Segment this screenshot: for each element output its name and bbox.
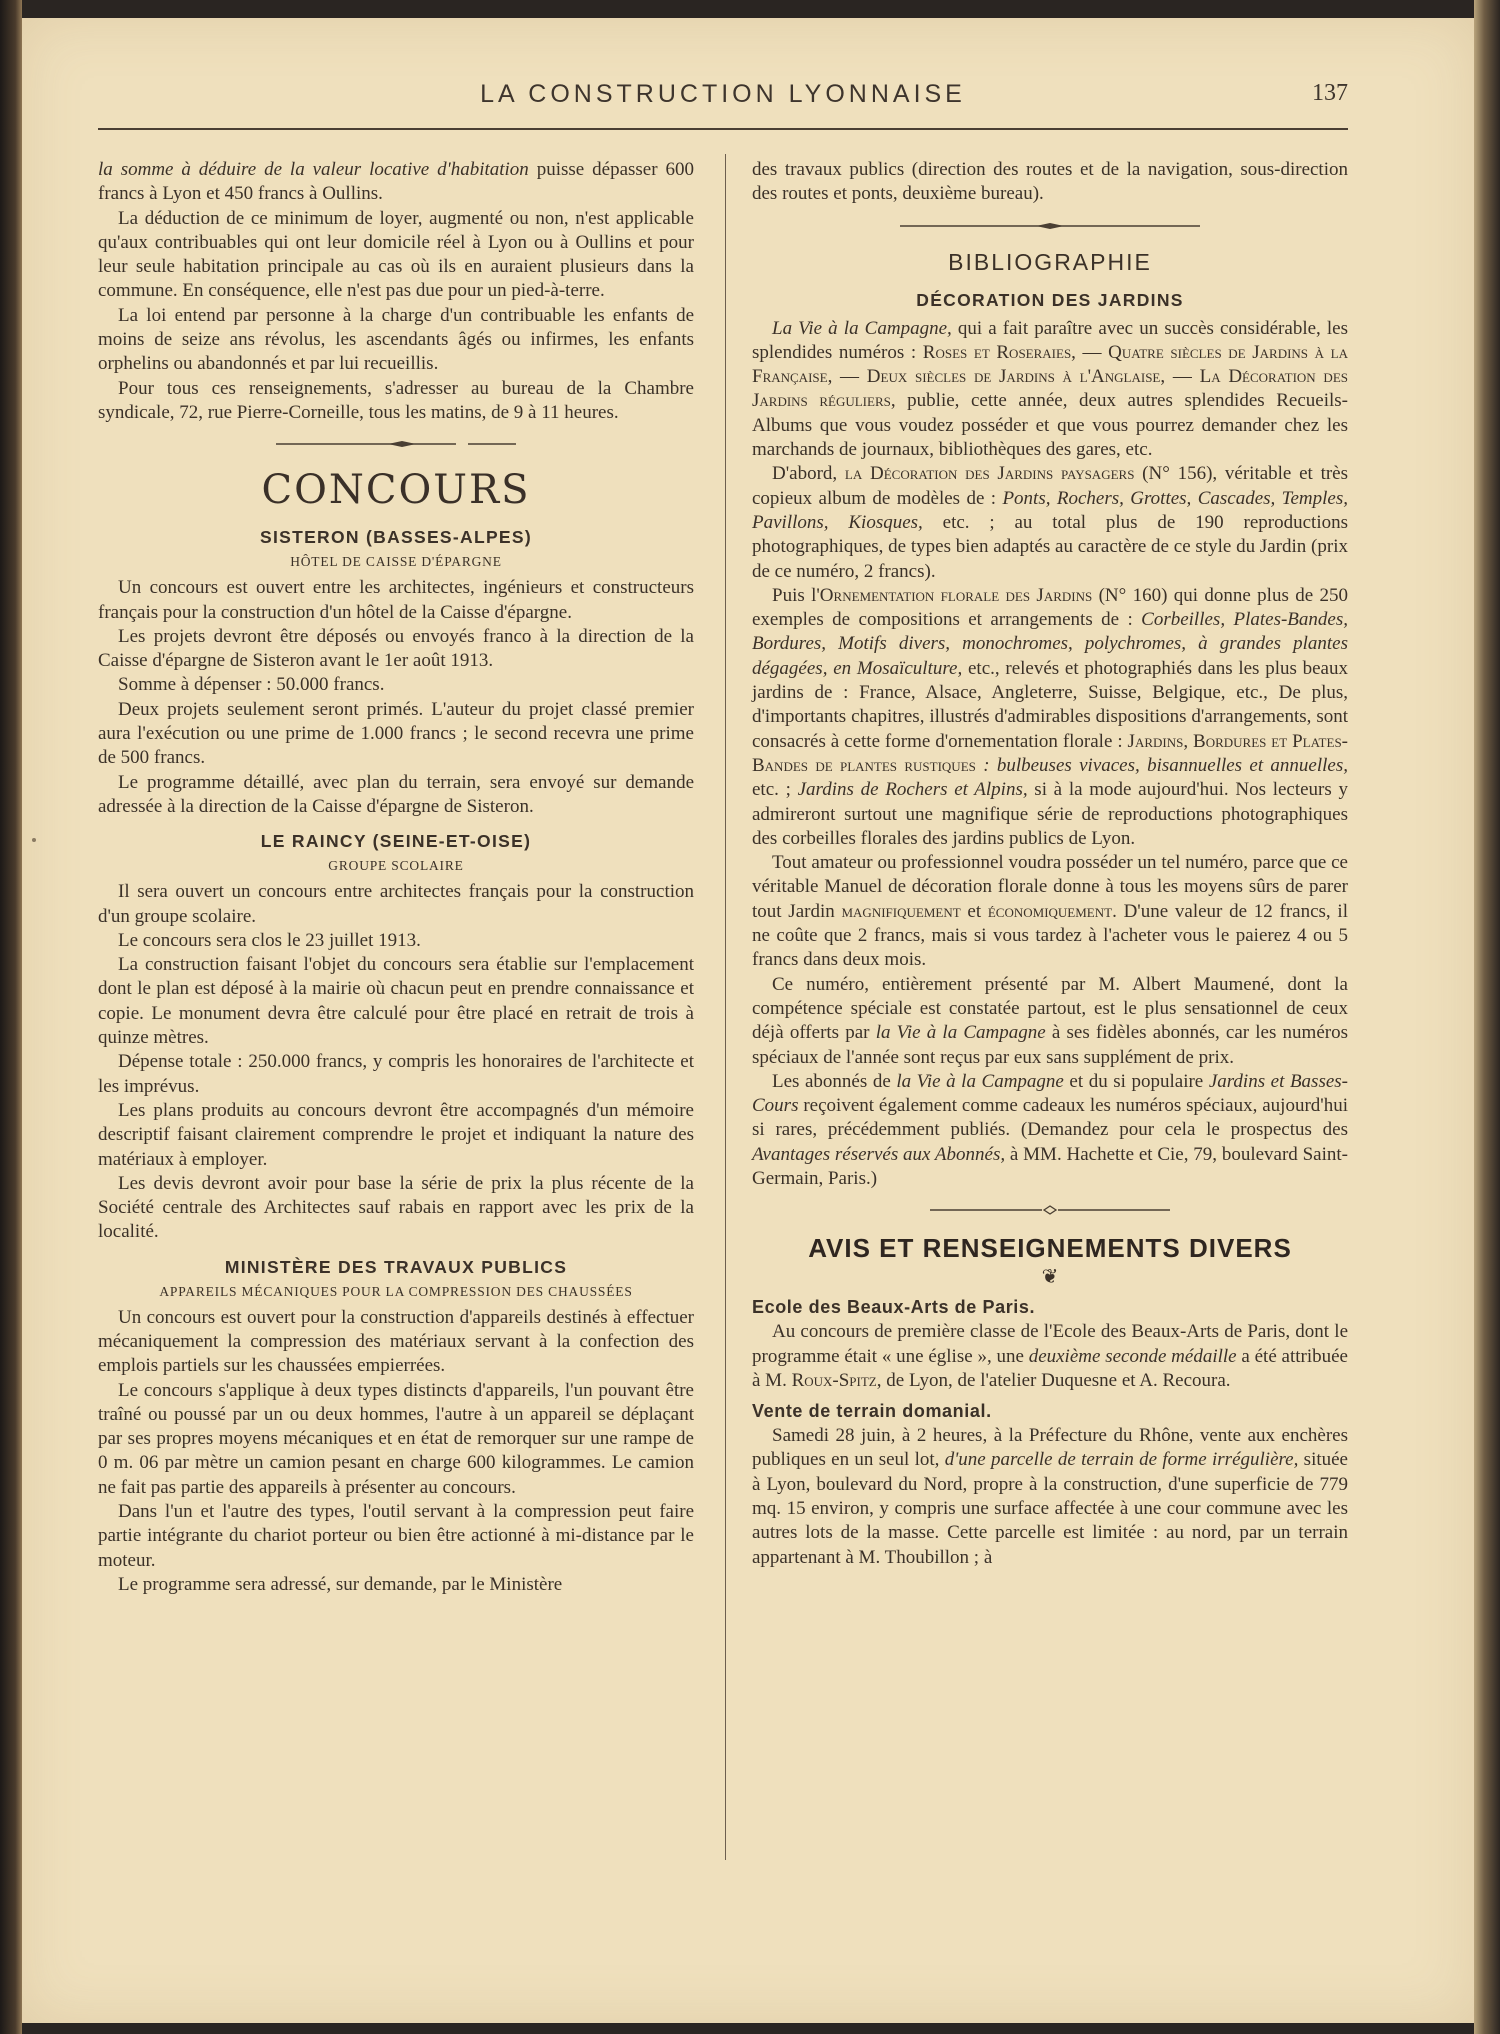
small-caps-text: magnifiquement bbox=[841, 900, 961, 922]
subsection-heading: SISTERON (BASSES-ALPES) bbox=[259, 527, 532, 548]
text: etc., relevés et photographiés dans les plus beaux jardins de : France, Alsace, Angleterre, Suisse, Belgique, etc., De plus, d'importants chapitres, illustrés d'admirables dispositions d'arrangements, sont consacrés à cette forme d'ornementation florale : bbox=[752, 657, 1348, 752]
ornament-rule bbox=[276, 437, 516, 451]
small-caps-text: Roux-Spitz, bbox=[791, 1369, 882, 1391]
italic-text: deuxième seconde médaille bbox=[1028, 1345, 1237, 1367]
text: reçoivent également comme cadeaux les numéros spéciaux, aujourd'hui si rares, précédemment publiés. (Demandez pour cela le prospectus des bbox=[752, 1095, 1348, 1141]
paragraph: Les plans produits au concours devront être accompagnés d'un mémoire descriptif faisant clairement comprendre le projet et indiquant la nature des matériaux à employer. bbox=[98, 1099, 694, 1170]
paragraph bbox=[752, 462, 1348, 583]
subsection-subheading: HÔTEL DE CAISSE D'ÉPARGNE bbox=[290, 554, 502, 570]
section-title-avis: AVIS ET RENSEIGNEMENTS DIVERS bbox=[808, 1233, 1292, 1264]
paragraph bbox=[752, 1320, 1348, 1393]
paragraph: Les projets devront être déposés ou envoyés franco à la direction de la Caisse d'épargne de Sisteron avant le 1er août 1913. bbox=[98, 625, 694, 672]
text: (N° 160) qui donne plus de 250 exemples de compositions et arrangements de : bbox=[752, 584, 1348, 631]
left-column bbox=[98, 158, 694, 1597]
running-title: LA CONSTRUCTION LYONNAISE bbox=[480, 80, 966, 108]
italic-text: Corbeilles, Plates-Bandes, Bordures, Motifs divers, monochromes, polychromes, à grandes plantes dégagées, en Mosaïculture, bbox=[752, 609, 1348, 679]
italic-text: Avantages réservés aux Abonnés, bbox=[752, 1143, 1006, 1165]
text: etc. ; au total plus de 190 reproductions photographiques, de types bien adaptés au caractère de ce style du Jardin (prix de ce numéro, 2 francs). bbox=[752, 511, 1348, 582]
right-column bbox=[752, 158, 1348, 1570]
subsection-subheading: GROUPE SCOLAIRE bbox=[328, 858, 464, 874]
text: située à Lyon, boulevard du Nord, propre à la construction, d'une superficie de 779 mq. 15 environ, y compris une surface affectée à une cour commune avec les autres lots de la masse. Cette parcelle est limitée : au nord, par un terrain appartenant à M. Thoubillon ; à bbox=[752, 1449, 1348, 1568]
page-header bbox=[98, 78, 1348, 118]
text: publie, cette année, deux autres splendides Recueils-Albums que vous voudez posséder et que vous pourrez demander chez les marchands de journaux, bibliothèques des gares, etc. bbox=[752, 390, 1348, 461]
paragraph bbox=[752, 584, 1348, 851]
page-speck bbox=[32, 838, 36, 842]
italic-text: Ponts, Rochers, Grottes, Cascades, Temples, Pavillons, Kiosques, bbox=[752, 487, 1348, 533]
paragraph: Pour tous ces renseignements, s'adresser au bureau de la Chambre syndicale, 72, rue Pierre-Corneille, tous les matins, de 9 à 11 heures. bbox=[98, 377, 694, 423]
article-heading: Ecole des Beaux-Arts de Paris. bbox=[752, 1297, 1036, 1318]
ornament-rule bbox=[900, 219, 1200, 233]
text: Tout amateur ou professionnel voudra posséder un tel numéro, parce que ce véritable Manuel de décoration florale donne à tous les moyens sûrs de parer tout Jardin bbox=[752, 852, 1348, 922]
paragraph bbox=[752, 317, 1348, 463]
paragraph: Deux projets seulement seront primés. L'auteur du projet classé premier aura l'exécution ou une prime de 1.000 francs ; le second recevra une prime de 500 francs. bbox=[98, 698, 694, 769]
text: Ce numéro, entièrement présenté par M. Albert Maumené, dont la compétence spéciale est constatée partout, est le plus sensationnel de ceux déjà offerts par bbox=[752, 973, 1348, 1044]
paragraph: La déduction de ce minimum de loyer, augmenté ou non, n'est applicable qu'aux contribuables qui ont leur domicile réel à Lyon ou à Oullins et pour leur seule habitation principale au cas où ils en auraient plusieurs dans la commune. En conséquence, elle n'est pas due pour un pied-à-terre. bbox=[98, 207, 694, 302]
text: de Lyon, de l'atelier Duquesne et A. Recoura. bbox=[881, 1369, 1231, 1391]
paragraph bbox=[752, 851, 1348, 972]
text: et du si populaire bbox=[1063, 1070, 1209, 1092]
text: puisse dépasser 600 francs à Lyon et 450 francs à Oullins. bbox=[98, 159, 694, 205]
small-caps-text: Jardins, Bordures et Plates-Bandes de plantes rustiques bbox=[752, 730, 1349, 776]
text: Samedi 28 juin, à 2 heures, à la Préfecture du Rhône, vente aux enchères publiques en un seul lot, bbox=[752, 1425, 1348, 1471]
paragraph bbox=[752, 1070, 1348, 1191]
text: à ses fidèles abonnés, car les numéros spéciaux de l'année sont reçus par eux sans supplément de prix. bbox=[752, 1022, 1348, 1068]
text: D'une valeur de 12 francs, il ne coûte que 2 francs, mais si vous tardez à l'acheter vous le paierez 4 ou 5 francs dans deux mois. bbox=[752, 900, 1348, 971]
paragraph: Dépense totale : 250.000 francs, y compris les honoraires de l'architecte et les imprévus. bbox=[98, 1051, 694, 1097]
paragraph: Le concours sera clos le 23 juillet 1913. bbox=[118, 929, 421, 951]
text: si à la mode aujourd'hui. Nos lecteurs y admireront surtout une magnifique série de reproductions photographiques des corbeilles florales des jardins publics de Lyon. bbox=[752, 779, 1348, 849]
subsection-heading: DÉCORATION DES JARDINS bbox=[916, 289, 1184, 310]
text: Puis l' bbox=[772, 584, 820, 606]
paragraph: Les devis devront avoir pour base la série de prix la plus récente de la Société centrale des Architectes sauf rabais en rapport avec les prix de la localité. bbox=[98, 1172, 694, 1243]
paragraph: Le programme sera adressé, sur demande, par le Ministère bbox=[118, 1573, 563, 1595]
page-number: 137 bbox=[1312, 80, 1348, 106]
italic-text: Jardins et Basses-Cours bbox=[752, 1070, 1348, 1117]
paragraph: Somme à dépenser : 50.000 francs. bbox=[118, 674, 385, 696]
italic-text: Jardins de Rochers et Alpins, bbox=[797, 779, 1028, 801]
text: a été attribuée à M. bbox=[752, 1345, 1348, 1391]
small-caps-text: Ornementation florale des Jardins bbox=[819, 584, 1093, 606]
paragraph: Dans l'un et l'autre des types, l'outil servant à la compression peut faire partie intégrante du chariot porteur ou bien être actionné à mi-distance par le moteur. bbox=[98, 1501, 694, 1571]
page-edge-right bbox=[1474, 0, 1500, 2034]
paragraph: La loi entend par personne à la charge d'un contribuable les enfants de moins de seize ans révolus, les ascendants âgés ou infirmes, les enfants orphelins ou abandonnés et par lui recueillis. bbox=[98, 304, 694, 375]
italic-text: la Vie à la Campagne bbox=[875, 1022, 1046, 1044]
italic-text: la Vie à la Campagne bbox=[896, 1070, 1064, 1092]
small-caps-text: économiquement. bbox=[987, 900, 1117, 922]
text: etc. ; bbox=[752, 779, 798, 801]
section-title-bibliographie: BIBLIOGRAPHIE bbox=[948, 248, 1152, 275]
italic-text: d'une parcelle de terrain de forme irrégulière, bbox=[944, 1449, 1299, 1471]
italic-text: la somme à déduire de la valeur locative d'habitation bbox=[98, 159, 529, 180]
header-rule bbox=[98, 128, 1348, 130]
paragraph: Un concours est ouvert pour la construction d'appareils destinés à effectuer mécaniquement la compression des matériaux servant à la confection des emplois partiels sur les chaussées empierrées. bbox=[98, 1306, 694, 1377]
paragraph bbox=[98, 158, 694, 207]
text: (N° 156), véritable et très copieux album de modèles de : bbox=[752, 463, 1349, 509]
paragraph bbox=[752, 973, 1348, 1070]
paragraph: des travaux publics (direction des routes et de la navigation, sous-direction des routes et ponts, deuxième bureau). bbox=[752, 159, 1348, 205]
text: et bbox=[960, 900, 988, 922]
paragraph: Un concours est ouvert entre les architectes, ingénieurs et constructeurs français pour la construction d'un hôtel de la Caisse d'épargne. bbox=[98, 577, 694, 623]
text: D'abord, bbox=[772, 463, 845, 485]
subsection-heading: LE RAINCY (SEINE-ET-OISE) bbox=[260, 831, 532, 852]
text: Les abonnés de bbox=[772, 1070, 897, 1092]
fleuron-ornament-icon: ❦ bbox=[1041, 1266, 1059, 1289]
book-binding-left bbox=[0, 0, 22, 2034]
paragraph: Il sera ouvert un concours entre architectes français pour la construction d'un groupe scolaire. bbox=[98, 881, 694, 927]
paragraph: La construction faisant l'objet du concours sera établie sur l'emplacement dont le plan est déposé à la mairie où chacun peut en prendre connaissance et copie. Le monument devra être calculé pour être placé en retrait de trois à quinze mètres. bbox=[98, 954, 694, 1049]
text: à MM. Hachette et Cie, 79, boulevard Saint-Germain, Paris.) bbox=[752, 1143, 1348, 1189]
text: Au concours de première classe de l'Ecole des Beaux-Arts de Paris, dont le programme était « une église », une bbox=[752, 1321, 1348, 1367]
small-caps-text: la Décoration des Jardins paysagers bbox=[844, 463, 1135, 485]
ornament-rule bbox=[930, 1203, 1170, 1217]
article-heading: Vente de terrain domanial. bbox=[752, 1401, 992, 1422]
section-title-concours: CONCOURS bbox=[261, 467, 531, 514]
subsection-subheading: APPAREILS MÉCANIQUES POUR LA COMPRESSION DES CHAUSSÉES bbox=[159, 1283, 633, 1299]
italic-text: La Vie à la Campagne, bbox=[772, 317, 952, 339]
small-caps-text: Roses et Roseraies, — Quatre siècles de Jardins à la Française, — Deux siècles de Jardins à l'Anglaise, — La Décoration des Jardins réguliers, bbox=[752, 341, 1348, 412]
paragraph: Le concours s'applique à deux types distincts d'appareils, l'un pouvant être traîné ou poussé par un ou deux hommes, l'autre à un appareil se déplaçant par ses propres moyens mécaniques et en état de remorquer sur une rampe de 0 m. 06 par mètre un camion pesant en charge 600 kilogrammes. Le camion ne fait pas partie des appareils à présenter au concours. bbox=[98, 1379, 694, 1498]
paragraph: Le programme détaillé, avec plan du terrain, sera envoyé sur demande adressée à la direction de la Caisse d'épargne de Sisteron. bbox=[98, 771, 694, 817]
text: qui a fait paraître avec un succès considérable, les splendides numéros : bbox=[752, 317, 1348, 363]
italic-text: : bulbeuses vivaces, bisannuelles et annuelles, bbox=[975, 754, 1348, 776]
paragraph bbox=[752, 1424, 1348, 1570]
subsection-heading: MINISTÈRE DES TRAVAUX PUBLICS bbox=[224, 1256, 568, 1277]
column-divider bbox=[725, 154, 726, 1860]
